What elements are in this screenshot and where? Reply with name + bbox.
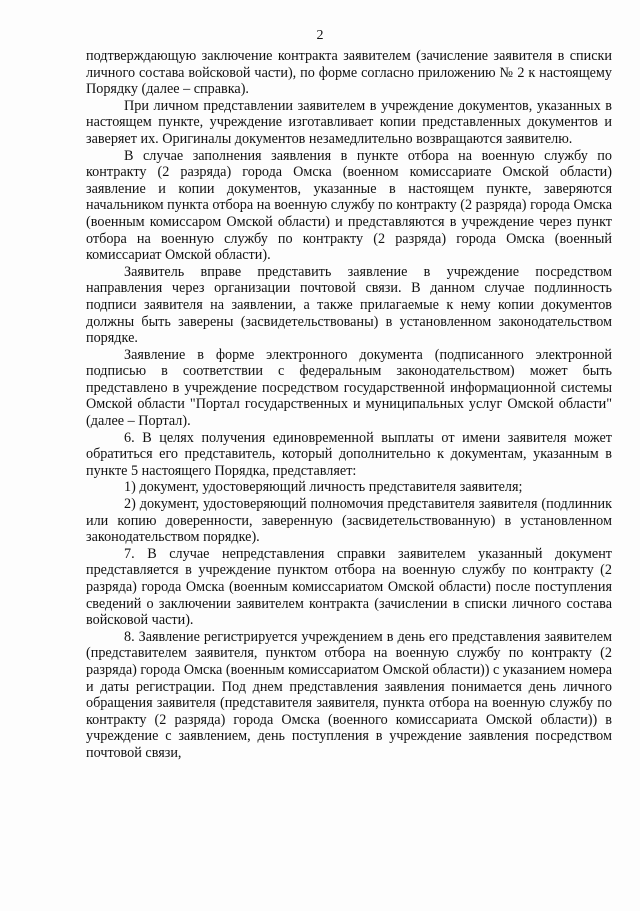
paragraph-personal-submission: При личном представлении заявителем в учреждение документов, указанных в настоящем пункте, учреждение изготавливает копии представленных документов и заверяет их. Оригиналы документов незамедлительно возвращаются заявителю. bbox=[86, 97, 612, 147]
paragraph-item-6-1: 1) документ, удостоверяющий личность представителя заявителя; bbox=[124, 479, 523, 496]
paragraph-postal-submission: Заявитель вправе представить заявление в учреждение посредством направления через организации почтовой связи. В данном случае подлинность подписи заявителя на заявлении, а также прилагаемые к нему копии документов должны быть заверены (засвидетельствованы) в установленном законодательством порядке. bbox=[86, 263, 612, 347]
document-body bbox=[86, 48, 612, 762]
paragraph-item-6-2: 2) документ, удостоверяющий полномочия представителя заявителя (подлинник или копию доверенности, заверенную (засвидетельствованную) в установленном законодательством порядке). bbox=[86, 496, 612, 546]
paragraph-continuation: подтверждающую заключение контракта заявителем (зачисление заявителя в списки личного состава войсковой части), по форме согласно приложению № 2 к настоящему Порядку (далее – справка). bbox=[86, 48, 612, 98]
paragraph-item-8: 8. Заявление регистрируется учреждением в день его представления заявителем (представителем заявителя, пунктом отбора на военную службу по контракту (2 разряда) города Омска (военным комиссариатом Омской области)) с указанием номера и даты регистрации. Под днем представления заявления понимается день личного обращения заявителя (представителя заявителя, пункта отбора на военную службу по контракту (2 разряда) города Омска (военного комиссариата Омской области)) в учреждение с заявлением, день поступления в учреждение заявления посредством почтовой связи, bbox=[86, 628, 612, 761]
paragraph-item-6: 6. В целях получения единовременной выплаты от имени заявителя может обратиться его представитель, который дополнительно к документам, указанным в пункте 5 настоящего Порядка, представляет: bbox=[86, 429, 612, 479]
page-number: 2 bbox=[316, 28, 324, 43]
paragraph-item-7: 7. В случае непредставления справки заявителем указанный документ представляется в учреждение пунктом отбора на военную службу по контракту (2 разряда) города Омска (военным комиссариатом Омской области) после поступления сведений о заключении заявителем контракта (зачислении в списки личного состава войсковой части). bbox=[86, 545, 612, 629]
paragraph-selection-point: В случае заполнения заявления в пункте отбора на военную службу по контракту (2 разряда) города Омска (военном комиссариате Омской области) заявление и копии документов, указанные в настоящем пункте, заверяются начальником пункта отбора на военную службу по контракту (2 разряда) города Омска (военным комиссаром Омской области) и представляются в учреждение через пункт отбора на военную службу по контракту (2 разряда) города Омска (военный комиссариат Омской области). bbox=[86, 147, 612, 264]
paragraph-electronic-submission: Заявление в форме электронного документа (подписанного электронной подписью в соответствии с федеральным законодательством) может быть представлено в учреждение посредством государственной информационной системы Омской области "Портал государственных и муниципальных услуг Омской области" (далее – Портал). bbox=[86, 346, 612, 430]
